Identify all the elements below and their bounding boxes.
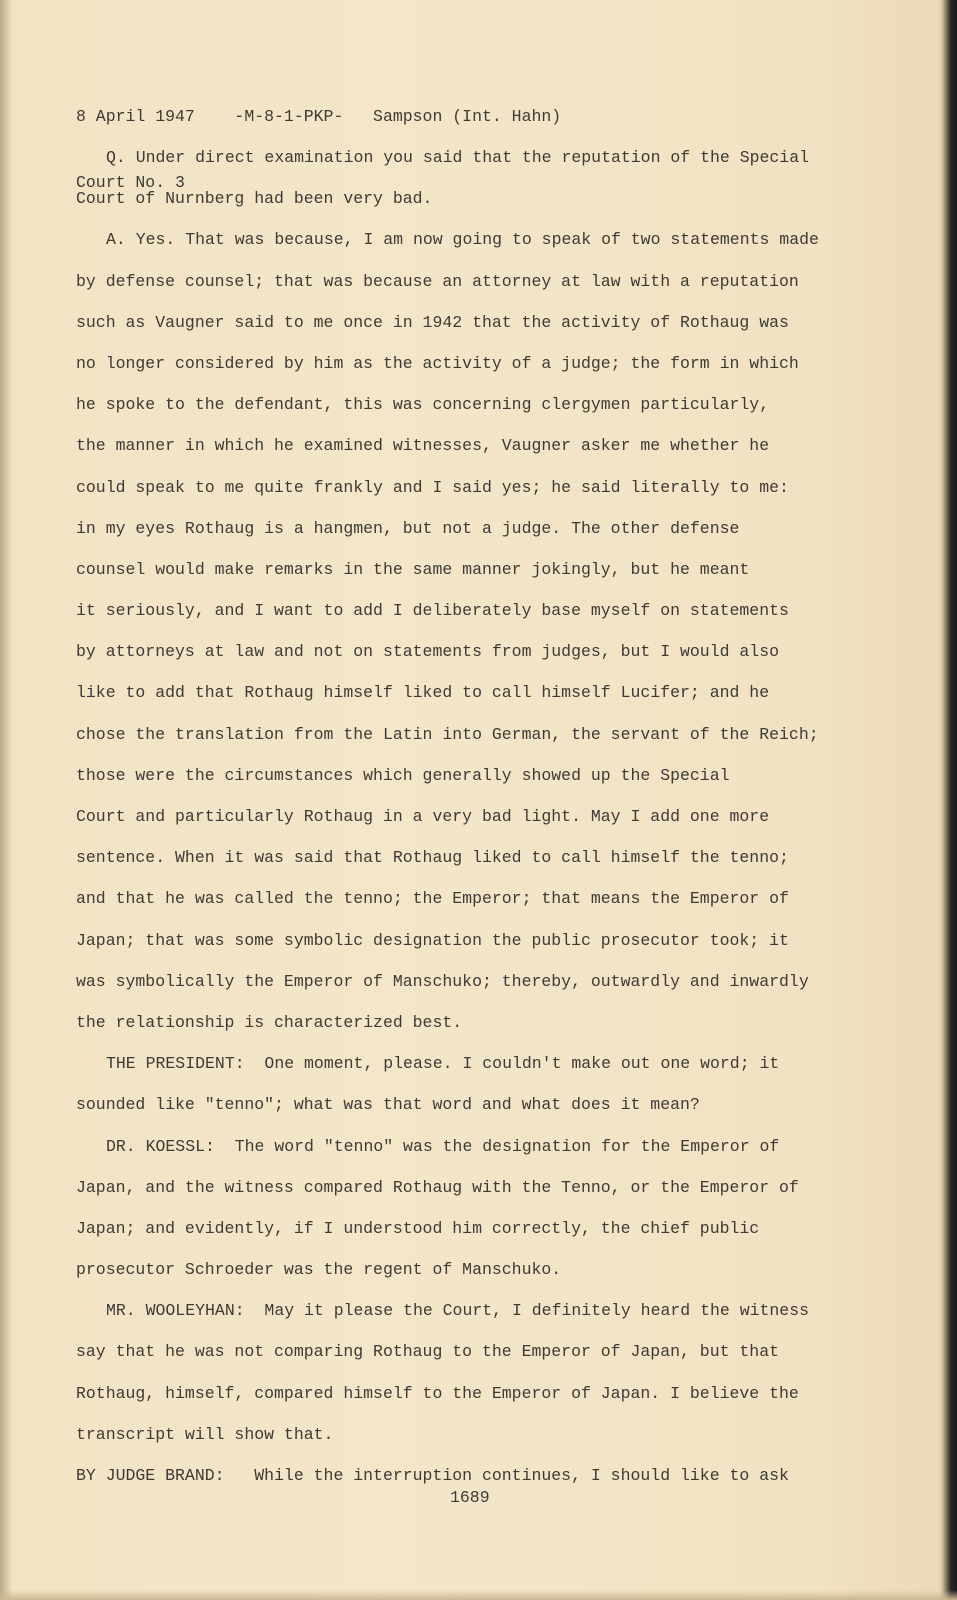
transcript-line: Japan, and the witness compared Rothaug with the Tenno, or the Emperor of	[76, 1177, 799, 1197]
transcript-line: such as Vaugner said to me once in 1942 that the activity of Rothaug was	[76, 312, 789, 332]
transcript-line: Rothaug, himself, compared himself to the Emperor of Japan. I believe the	[76, 1383, 799, 1403]
transcript-line: Court and particularly Rothaug in a very bad light. May I add one more	[76, 807, 770, 826]
transcript-line: he spoke to the defendant, this was concerning clergymen particularly,	[76, 395, 770, 415]
transcript-line: those were the circumstances which generally showed up the Special	[76, 765, 730, 785]
transcript-line: MR. WOOLEYHAN: May it please the Court, I definitely heard the witness	[106, 1301, 810, 1321]
transcript-line: sentence. When it was said that Rothaug liked to call himself the tenno;	[76, 848, 789, 868]
transcript-line: BY JUDGE BRAND: While the interruption continues, I should like to ask	[76, 1466, 789, 1485]
transcript-line: THE PRESIDENT: One moment, please. I couldn't make out one word; it	[106, 1054, 780, 1074]
transcript-line: the relationship is characterized best.	[76, 1012, 463, 1032]
transcript-line: counsel would make remarks in the same manner jokingly, but he meant	[76, 559, 750, 579]
page-left-edge	[0, 0, 12, 1600]
transcript-line: and that he was called the tenno; the Emperor; that means the Emperor of	[76, 889, 789, 909]
page-number: 1689	[450, 1488, 490, 1507]
page-bottom-edge	[0, 1590, 957, 1600]
transcript-line: Japan; that was some symbolic designation the public prosecutor took; it	[76, 930, 789, 950]
transcript-line: say that he was not comparing Rothaug to the Emperor of Japan, but that	[76, 1342, 780, 1362]
transcript-line: in my eyes Rothaug is a hangmen, but not a judge. The other defense	[76, 518, 740, 538]
transcript-line: the manner in which he examined witnesses, Vaugner asker me whether he	[76, 436, 770, 456]
transcript-line: A. Yes. That was because, I am now going to speak of two statements made	[106, 230, 819, 250]
transcript-line: Q. Under direct examination you said that the reputation of the Special	[106, 148, 810, 167]
transcript-line: by attorneys at law and not on statements from judges, but I would also	[76, 642, 780, 662]
transcript-line: by defense counsel; that was because an attorney at law with a reputation	[76, 271, 799, 291]
transcript-body	[76, 137, 856, 1496]
page-right-edge	[939, 0, 957, 1600]
header-date-line: 8 April 1947 -M-8-1-PKP- Sampson (Int. Hahn)	[76, 107, 562, 126]
transcript-line: prosecutor Schroeder was the regent of Manschuko.	[76, 1260, 562, 1280]
transcript-line: like to add that Rothaug himself liked to call himself Lucifer; and he	[76, 683, 770, 703]
transcript-line: sounded like "tenno"; what was that word and what does it mean?	[76, 1095, 700, 1115]
transcript-line: DR. KOESSL: The word "tenno" was the designation for the Emperor of	[106, 1136, 780, 1156]
transcript-line: Japan; and evidently, if I understood him correctly, the chief public	[76, 1218, 760, 1238]
transcript-line: it seriously, and I want to add I deliberately base myself on statements	[76, 601, 789, 621]
transcript-line: could speak to me quite frankly and I said yes; he said literally to me:	[76, 477, 789, 497]
transcript-line: chose the translation from the Latin into German, the servant of the Reich;	[76, 724, 819, 744]
transcript-line: Court of Nurnberg had been very bad.	[76, 189, 433, 209]
header-court-line: Court No. 3	[76, 173, 185, 192]
transcript-line: transcript will show that.	[76, 1424, 334, 1444]
transcript-line: no longer considered by him as the activity of a judge; the form in which	[76, 353, 799, 373]
transcript-line: was symbolically the Emperor of Manschuko; thereby, outwardly and inwardly	[76, 971, 809, 991]
